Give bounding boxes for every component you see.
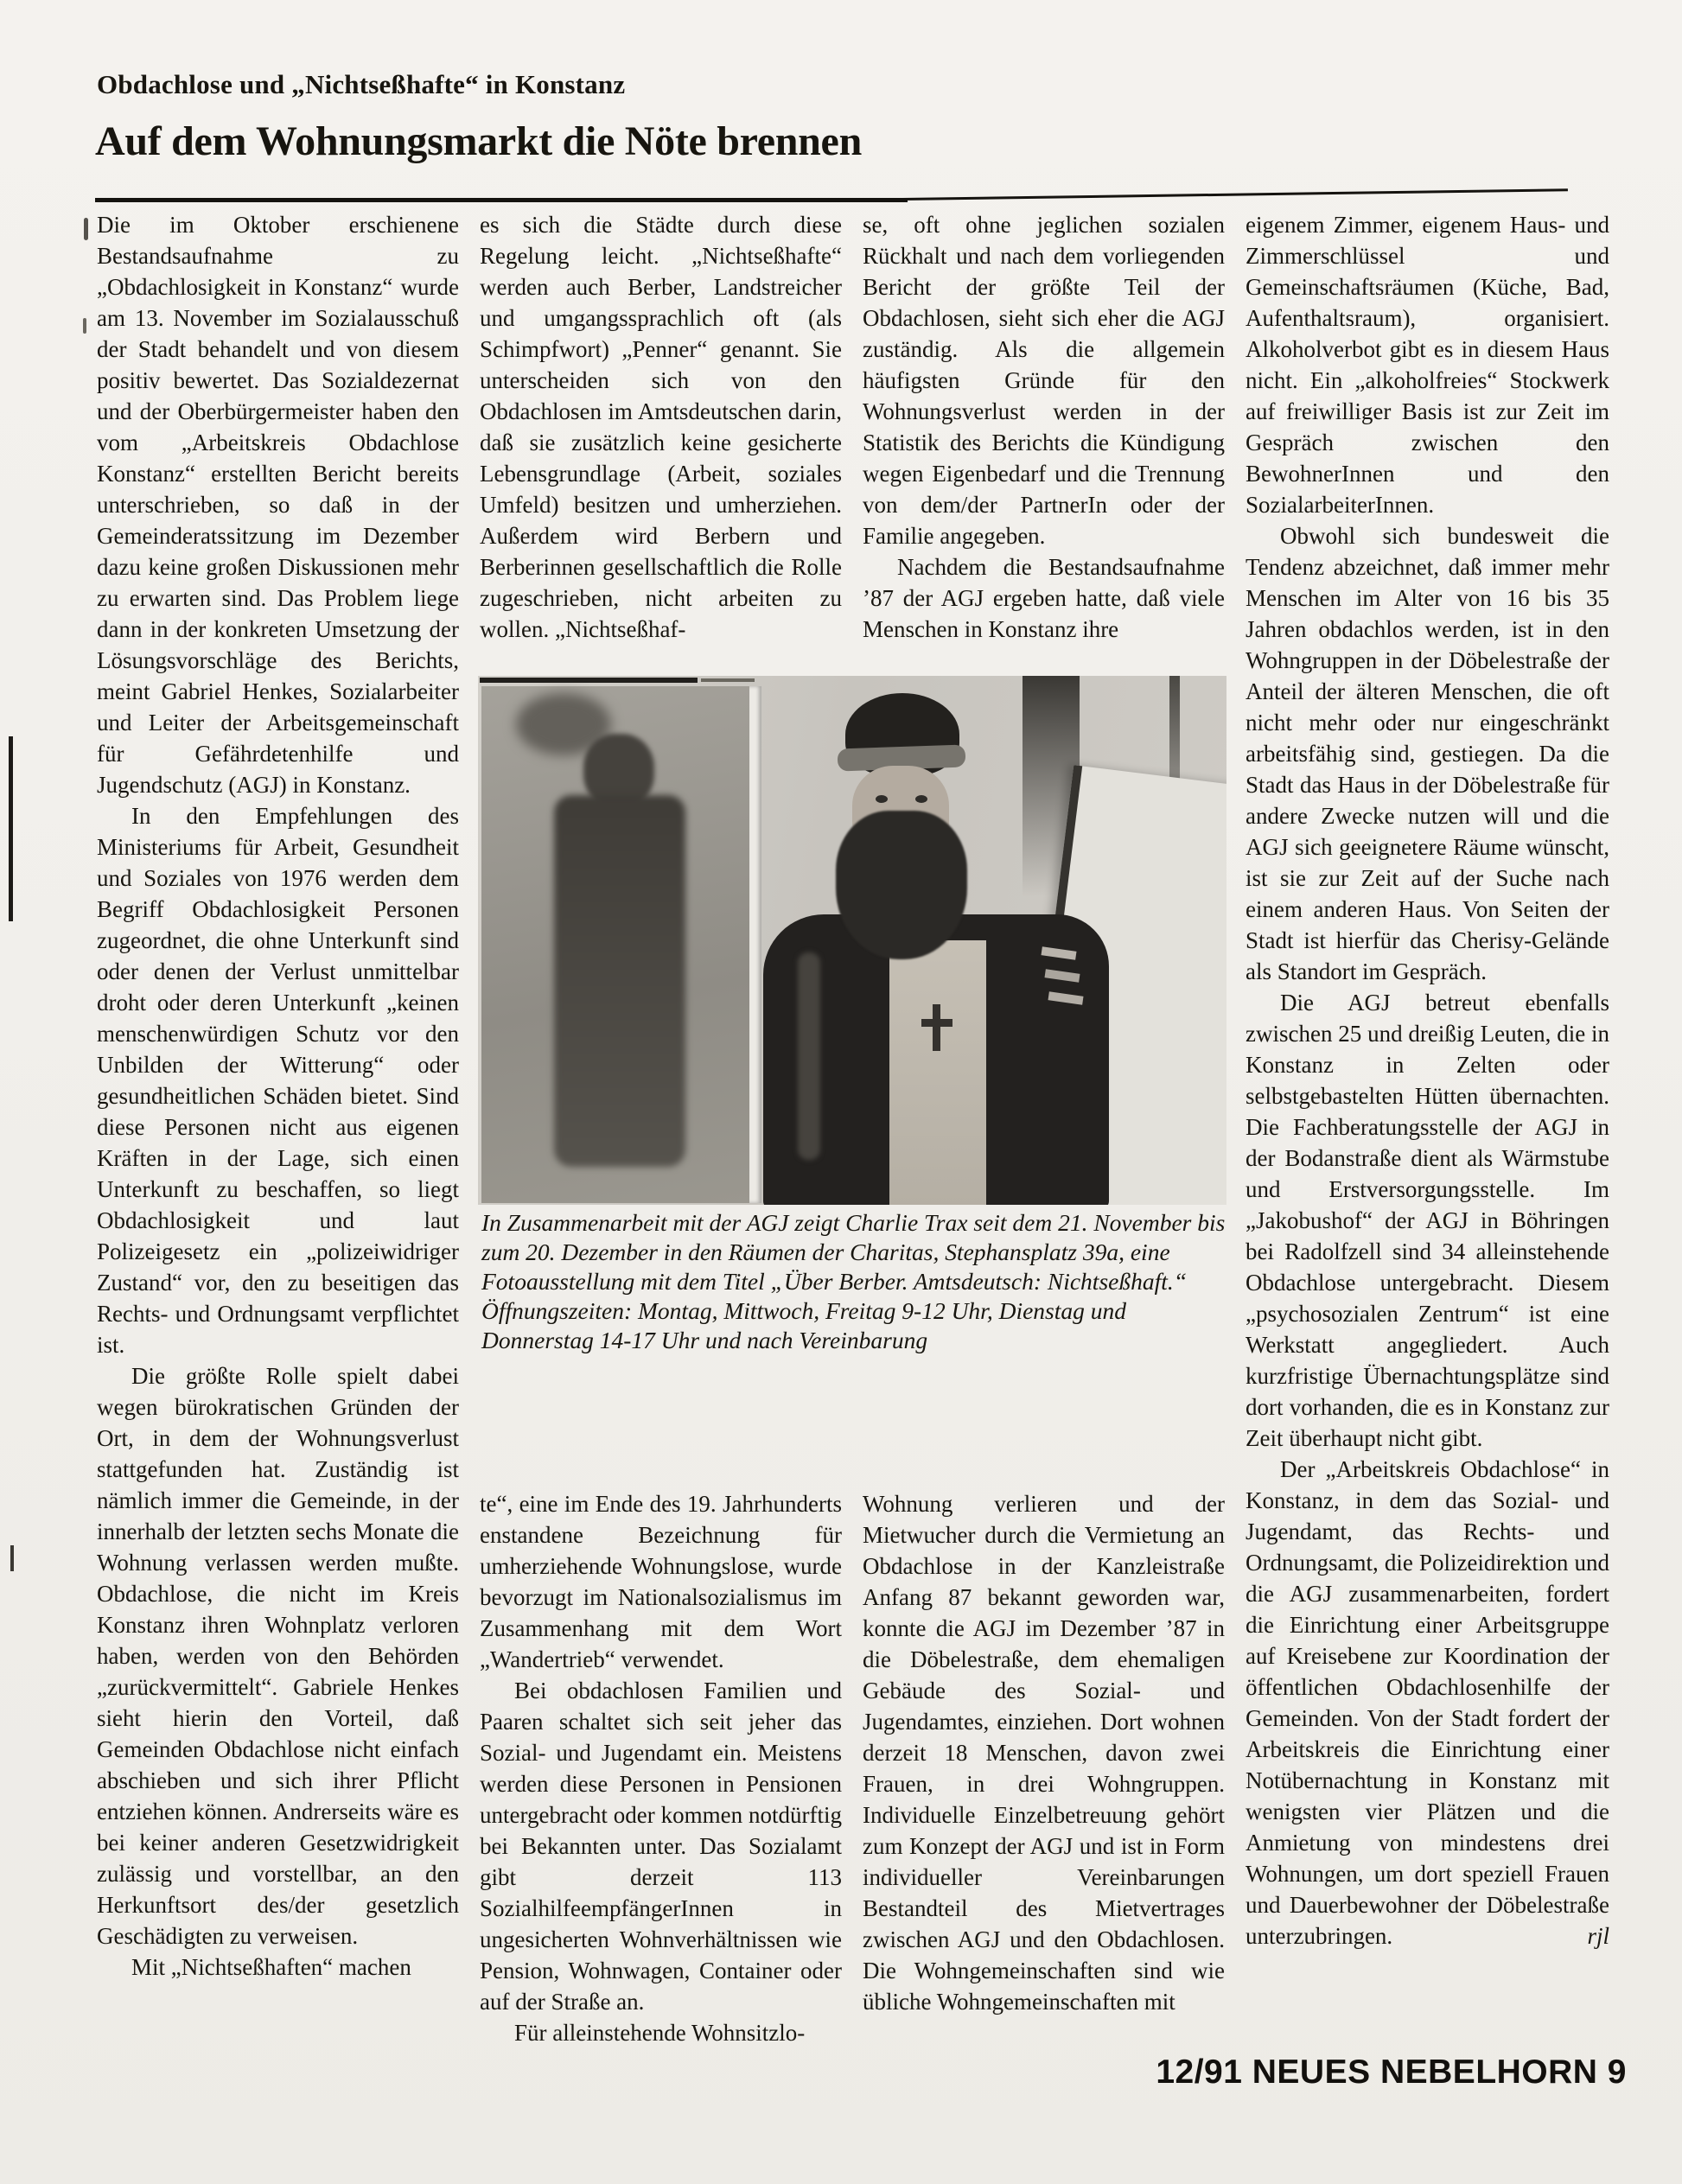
paragraph: Öffnungszeiten: Montag, Mittwoch, Freitag 9-12 Uhr, Dienstag und Donnerstag 14-17 Uhr und nach Vereinbarung <box>481 1297 1127 1353</box>
page-footer: 12/91 NEUES NEBELHORN 9 <box>1156 2053 1627 2091</box>
silhouette-body <box>554 795 685 1167</box>
paragraph: Mit „Nichtseßhaften“ machen <box>131 1954 411 1980</box>
page-title: Auf dem Wohnungsmarkt die Nöte brennen <box>95 118 862 164</box>
text-column-3-top <box>863 209 1225 645</box>
scan-artifact <box>83 318 86 334</box>
headline-rule <box>95 198 908 202</box>
jacket-highlight <box>798 952 820 1160</box>
frame-edge <box>749 686 761 1203</box>
cross-pendant <box>933 1004 940 1051</box>
paragraph: Nachdem die Bestandsaufnahme ’87 der AGJ ergeben hatte, daß viele Menschen in Konstanz ihre <box>863 554 1225 642</box>
eye <box>915 795 927 803</box>
photo-frame-edge <box>480 678 698 683</box>
byline: rjl <box>1587 1923 1609 1949</box>
headline-rule-extension <box>902 188 1568 201</box>
beard <box>836 811 967 959</box>
scan-artifact <box>9 736 13 921</box>
paragraph: Für alleinstehende Wohnsitzlo- <box>514 2020 806 2046</box>
portrait-man <box>763 693 1109 1205</box>
paragraph: In den Empfehlungen des Ministeriums für Arbeit, Gesundheit und Soziales von 1976 werden dem Begriff Obdachlosigkeit Personen zugeordnet, die ohne Unterkunft sind oder denen der Verlust unmittelbar droht oder deren Unterkunft „keinen menschenwürdigen Schutz vor den Unbilden der Witterung“ oder gesundheitlichen Schäden bietet. Sind diese Personen nicht aus eigenen Kräften in der Lage, sich einen Unterkunft zu beschaffen, so liegt Obdachlosigkeit und laut Polizeigesetz ein „polizeiwidriger Zustand“ vor, den zu beseitigen das Rechts- und Ordnungsamt verpflichtet ist. <box>97 803 459 1358</box>
text-column-4 <box>1246 209 1609 1952</box>
paragraph: Die AGJ betreut ebenfalls zwischen 25 und dreißig Leuten, die in Konstanz in Zelten oder selbstgebastelten Hütten übernachten. Die Fachberatungsstelle der AGJ in der Bodanstraße dient als Wärmstube und Erstversorgungsstelle. Im „Jakobushof“ der AGJ in Böhringen bei Radolfzell sind 34 alleinstehende Obdachlose untergebracht. Diesem „psychosozialen Zentrum“ ist eine Werkstatt angegliedert. Auch kurzfristige Übernachtungsplätze sind dort vorhanden, die es in Konstanz zur Zeit überhaupt nicht gibt. <box>1246 990 1609 1451</box>
paragraph: Die größte Rolle spielt dabei wegen bürokratischen Gründen der Ort, in dem der Wohnungsverlust stattgefunden hat. Zuständig ist nämlich immer die Gemeinde, in der innerhalb der letzten sechs Monate die Wohnung verlassen werden mußte. Obdachlose, die nicht im Kreis Konstanz ihren Wohnplatz verloren haben, werden von den Behörden „zurückvermittelt“. Gabriele Henkes sieht hierin den Vorteil, daß Gemeinden Obdachlose nicht einfach abschieben und sich ihrer Pflicht entziehen können. Andrerseits wäre es bei keiner anderen Gesetzwidrigkeit zulässig und vorstellbar, an den Herkunftsort des/der gesetzlich Geschädigten zu verweisen. <box>97 1363 459 1949</box>
paragraph: Bei obdachlosen Familien und Paaren schaltet sich seit jeher das Sozial- und Jugendamt ein. Meistens werden diese Personen in Pensionen untergebracht oder kommen notdürftig bei Bekannten unter. Das Sozialamt gibt derzeit 113 SozialhilfeempfängerInnen in ungesicherten Wohnverhältnissen wie Pension, Wohnwagen, Container oder auf der Straße an. <box>480 1678 842 2015</box>
cross-pendant <box>921 1019 952 1027</box>
eye <box>876 795 888 803</box>
framed-picture <box>481 686 749 1203</box>
text-column-4-body <box>1246 209 1609 1952</box>
photo-caption <box>481 1208 1232 1355</box>
text-column-2-top <box>480 209 842 645</box>
paragraph: te“, eine im Ende des 19. Jahrhunderts enstandene Bezeichnung für umherziehende Wohnungslose, wurde bevorzugt im Nationalsozialismus im Zusammenhang mit dem Wort „Wandertrieb“ verwendet. <box>480 1491 842 1672</box>
paragraph: es sich die Städte durch diese Regelung leicht. „Nichtseßhafte“ werden auch Berber, Landstreicher und umgangssprachlich oft (als Schimpfwort) „Penner“ genannt. Sie unterscheiden sich von den Obdachlosen im Amtsdeutschen darin, daß sie zusätzlich keine gesicherte Lebensgrundlage (Arbeit, soziales Umfeld) besitzen und umherziehen. Außerdem wird Berbern und Berberinnen gesellschaftlich die Rolle zugeschrieben, nicht arbeiten zu wollen. „Nichtseßhaf- <box>480 212 842 642</box>
scan-artifact <box>84 218 88 240</box>
scan-artifact <box>10 1545 14 1571</box>
exhibition-photo <box>478 676 1226 1205</box>
photo-frame-edge <box>701 678 755 682</box>
paragraph: se, oft ohne jeglichen sozialen Rückhalt und nach dem vorliegenden Bericht der größte Teil der Obdachlosen, sieht sich eher die AGJ zuständig. Als die allgemein häufigsten Gründe für den Wohnungsverlust werden in der Statistik des Berichts die Kündigung wegen Eigenbedarf und die Trennung von dem/der PartnerIn oder der Familie angegeben. <box>863 212 1225 549</box>
paragraph: Obwohl sich bundesweit die Tendenz abzeichnet, daß immer mehr Menschen im Alter von 16 bis 35 Jahren obdachlos werden, ist in den Wohngruppen in der Döbelestraße der Anteil der älteren Menschen, die oft nicht mehr oder nur eingeschränkt arbeitsfähig sind, gestiegen. Da die Stadt das Haus in der Döbelestraße für andere Zwecke nutzen will und die AGJ sich geeignetere Räume wünscht, ist sie zur Zeit auf der Suche nach einem anderen Haus. Von Seiten der Stadt ist hierfür das Cherisy-Gelände als Standort im Gespräch. <box>1246 523 1609 984</box>
text-column-2-bottom <box>480 1488 842 2048</box>
paragraph: Der „Arbeitskreis Obdachlose“ in Konstanz, in dem das Sozial- und Jugendamt, das Rechts- und Ordnungsamt, die Polizeidirektion und die AGJ zusammenarbeiten, fordert die Einrichtung einer Arbeitsgruppe auf Kreisebene zur Koordination der öffentlichen Obdachlosenhilfe der Gemeinden. Von der Stadt fordert der Arbeitskreis die Einrichtung einer Notübernachtung in Konstanz mit wenigsten vier Plätzen und die Anmietung von mindestens drei Wohnungen, um dort speziell Frauen und Dauerbewohner der Döbelestraße unterzubringen. <box>1246 1456 1609 1949</box>
text-column-3-bottom <box>863 1488 1225 2017</box>
paragraph: Die im Oktober erschienene Bestandsaufnahme zu „Obdachlosigkeit in Konstanz“ wurde am 13. November im Sozialausschuß der Stadt behandelt und von diesem positiv bewertet. Das Sozialdezernat und der Oberbürgermeister haben den vom „Arbeitskreis Obdachlose Konstanz“ erstellten Bericht bereits unterschrieben, so daß in der Gemeinderatssitzung im Dezember dazu keine großen Diskussionen mehr zu erwarten sind. Das Problem liege dann in der konkreten Umsetzung der Lösungsvorschläge des Berichts, meint Gabriel Henkes, Sozialarbeiter und Leiter der Arbeitsgemeinschaft für Gefährdetenhilfe und Jugendschutz (AGJ) in Konstanz. <box>97 212 459 798</box>
paragraph: In Zusammenarbeit mit der AGJ zeigt Charlie Trax seit dem 21. November bis zum 20. Dezember in den Räumen der Charitas, Stephansplatz 39a, eine Fotoausstellung mit dem Titel „Über Berber. Amtsdeutsch: Nichtseßhaft.“ <box>481 1209 1226 1295</box>
paragraph: Wohnung verlieren und der Mietwucher durch die Vermietung an Obdachlose in der Kanzleistraße Anfang 87 bekannt geworden war, konnte die AGJ im Dezember ’87 in die Döbelestraße, dem ehemaligen Gebäude des Sozial- und Jugendamtes, einziehen. Dort wohnen derzeit 18 Menschen, davon zwei Frauen, in drei Wohngruppen. Individuelle Einzelbetreuung gehört zum Konzept der AGJ und ist in Form individueller Vereinbarungen Bestandteil des Mietvertrages zwischen AGJ und den Obdachlosen. Die Wohngemeinschaften sind wie übliche Wohngemeinschaften mit <box>863 1491 1225 2015</box>
paragraph: eigenem Zimmer, eigenem Haus- und Zimmerschlüssel und Gemeinschaftsräumen (Küche, Bad, Aufenthaltsraum), organisiert. Alkoholverbot gibt es in diesem Haus nicht. Ein „alkoholfreies“ Stockwerk auf freiwilliger Basis ist zur Zeit im Gespräch zwischen den BewohnerInnen und den SozialarbeiterInnen. <box>1246 212 1609 518</box>
kicker: Obdachlose und „Nichtseßhafte“ in Konstanz <box>97 69 626 99</box>
shirt <box>889 940 986 1205</box>
text-column-1 <box>97 209 459 1983</box>
